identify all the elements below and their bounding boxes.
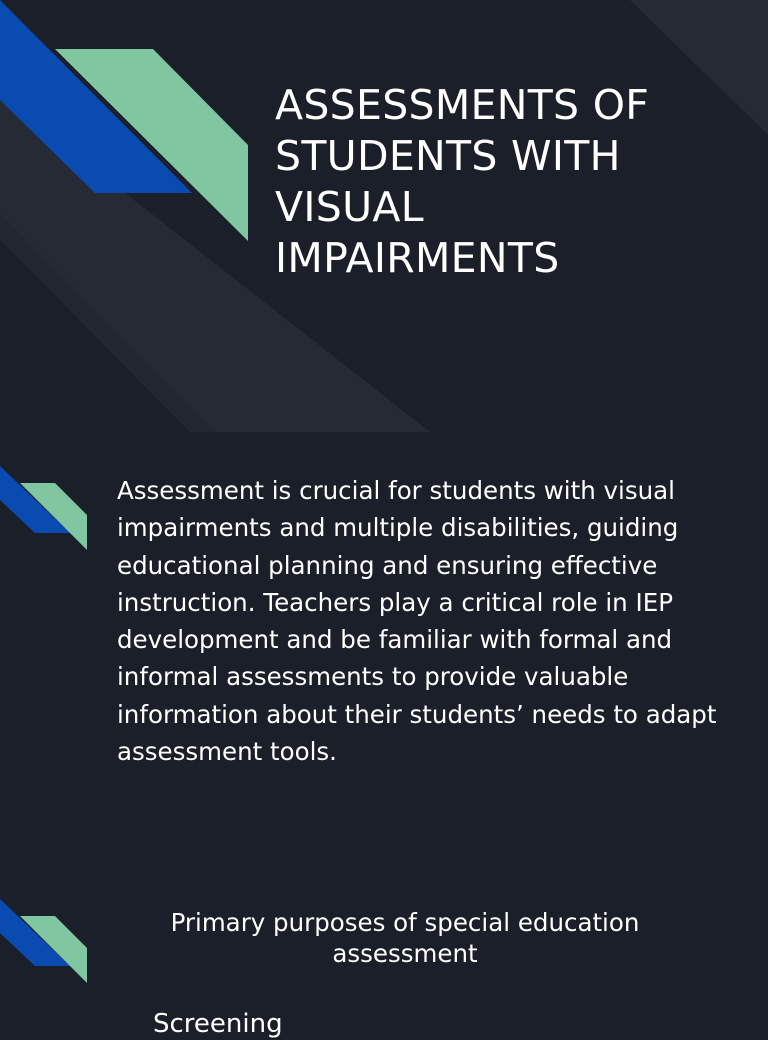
title-line: VISUAL bbox=[275, 183, 424, 231]
title-line: IMPAIRMENTS bbox=[275, 234, 560, 282]
slide-body-text: Assessment is crucial for students with visual impairments and multiple disabilities, guiding educational planning and ensuring effective instruction. Teachers play a critical role in IEP development and be familiar with formal and informal assessments to provide valuable information about their students’ needs to adapt assessment tools. bbox=[117, 476, 717, 767]
list-item-screening: Screening bbox=[153, 1009, 283, 1039]
title-line: STUDENTS WITH bbox=[275, 132, 621, 180]
section-heading: Primary purposes of special education assessment bbox=[170, 908, 640, 968]
title-line: ASSESSMENTS OF bbox=[275, 81, 650, 129]
slide-title bbox=[275, 80, 745, 284]
